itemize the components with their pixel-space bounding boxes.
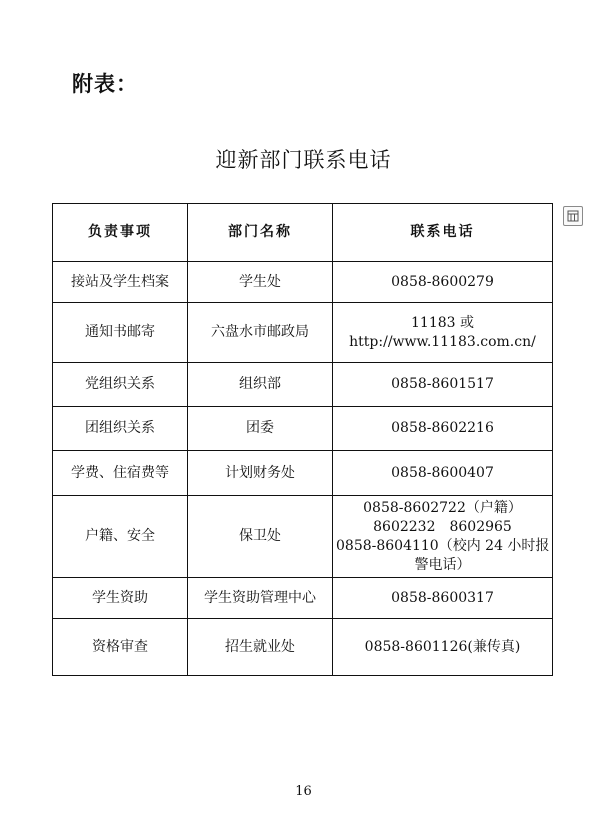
phone-line: 11183 或 xyxy=(411,314,474,331)
table-row xyxy=(53,363,553,407)
matter-cell: 学费、住宿费等 xyxy=(53,451,188,496)
department-cell: 组织部 xyxy=(188,363,333,407)
contact-table xyxy=(52,203,553,676)
matter-cell: 党组织关系 xyxy=(53,363,188,407)
phone-line: 0858-8601517 xyxy=(391,376,494,392)
matter-cell: 团组织关系 xyxy=(53,407,188,451)
phone-cell xyxy=(333,363,553,407)
matter-cell: 接站及学生档案 xyxy=(53,262,188,303)
matter-cell: 资格审查 xyxy=(53,619,188,676)
header-department: 部门名称 xyxy=(188,204,333,262)
phone-line: 0858-8600317 xyxy=(391,589,494,606)
phone-cell xyxy=(333,451,553,496)
department-cell: 保卫处 xyxy=(188,496,333,578)
phone-line: 0858-8602722（户籍） xyxy=(363,499,522,516)
page-number: 16 xyxy=(295,784,312,799)
matter-cell: 学生资助 xyxy=(53,578,188,619)
expand-icon-graphic xyxy=(564,207,582,225)
phone-cell xyxy=(333,496,553,578)
department-cell: 学生资助管理中心 xyxy=(188,578,333,619)
website-link[interactable]: http://www.11183.com.cn/ xyxy=(349,333,536,350)
matter-cell: 户籍、安全 xyxy=(53,496,188,578)
header-matter: 负责事项 xyxy=(53,204,188,262)
table-row xyxy=(53,407,553,451)
phone-line: 8602232 8602965 xyxy=(373,518,512,535)
phone-cell xyxy=(333,407,553,451)
phone-line: 0858-8600279 xyxy=(391,273,494,290)
phone-line: 警电话） xyxy=(414,556,471,573)
department-cell: 学生处 xyxy=(188,262,333,303)
phone-cell xyxy=(333,619,553,676)
table-row xyxy=(53,262,553,303)
phone-line: 0858-8602216 xyxy=(391,420,494,436)
expand-icon[interactable] xyxy=(563,206,583,226)
table-header-row xyxy=(53,204,553,262)
department-cell: 招生就业处 xyxy=(188,619,333,676)
appendix-heading: 附表： xyxy=(72,72,138,96)
phone-line: 0858-8600407 xyxy=(391,464,494,481)
department-cell: 六盘水市邮政局 xyxy=(188,303,333,363)
phone-cell xyxy=(333,303,553,363)
phone-line: 0858-8601126(兼传真) xyxy=(364,638,521,655)
phone-line: 0858-8604110（校内 24 小时报 xyxy=(336,537,550,554)
department-cell: 团委 xyxy=(188,407,333,451)
phone-cell xyxy=(333,262,553,303)
matter-cell: 通知书邮寄 xyxy=(53,303,188,363)
header-phone: 联系电话 xyxy=(333,204,553,262)
phone-cell xyxy=(333,578,553,619)
page-title: 迎新部门联系电话 xyxy=(215,148,392,172)
table-row xyxy=(53,451,553,496)
table-row xyxy=(53,496,553,578)
table-row xyxy=(53,578,553,619)
table-row xyxy=(53,303,553,363)
table-row xyxy=(53,619,553,676)
department-cell: 计划财务处 xyxy=(188,451,333,496)
